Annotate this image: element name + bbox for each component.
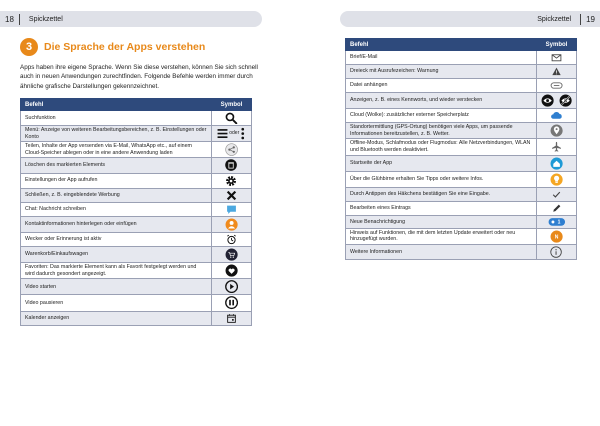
command-description: Video starten bbox=[21, 279, 212, 295]
attach-icon bbox=[550, 80, 563, 91]
command-symbol bbox=[212, 263, 252, 279]
command-description: Hinweis auf Funktionen, die mit dem letzten Update erweitert oder neu hinzugefügt wurden. bbox=[346, 228, 537, 244]
command-symbol bbox=[537, 215, 577, 228]
command-symbol bbox=[212, 142, 252, 158]
share-icon bbox=[225, 143, 238, 156]
command-symbol bbox=[212, 158, 252, 173]
command-table-left bbox=[20, 98, 252, 326]
command-symbol bbox=[537, 139, 577, 155]
command-symbol bbox=[212, 295, 252, 311]
command-description: Brief/E-Mail bbox=[346, 51, 537, 65]
command-description: Kalender anzeigen bbox=[21, 311, 212, 325]
command-description: Bearbeiten eines Eintrags bbox=[346, 201, 537, 215]
table-row bbox=[21, 279, 252, 295]
notification-icon bbox=[548, 217, 566, 227]
command-symbol bbox=[212, 188, 252, 202]
mail-icon bbox=[551, 52, 562, 63]
table-row bbox=[346, 228, 577, 244]
command-symbol bbox=[537, 79, 577, 93]
command-description: Wecker oder Erinnerung ist aktiv bbox=[21, 232, 212, 246]
command-description: Teilen, Inhalte der App versenden via E-Mail, WhatsApp etc., auf einem Cloud-Speicher ablegen oder in eine andere Anwendung laden bbox=[21, 142, 212, 158]
table-row bbox=[21, 263, 252, 279]
command-symbol bbox=[537, 93, 577, 109]
command-symbol bbox=[537, 171, 577, 187]
table-row bbox=[346, 187, 577, 201]
command-symbol bbox=[212, 311, 252, 325]
command-symbol bbox=[212, 173, 252, 188]
table-row bbox=[346, 245, 577, 260]
command-description: Video pausieren bbox=[21, 295, 212, 311]
command-description: Durch Antippen des Häkchens bestätigen Sie eine Eingabe. bbox=[346, 187, 537, 201]
command-symbol bbox=[537, 155, 577, 171]
command-symbol bbox=[537, 51, 577, 65]
command-symbol bbox=[212, 279, 252, 295]
table-row bbox=[21, 111, 252, 126]
command-description: Neue Benachrichtigung bbox=[346, 215, 537, 228]
command-description: Favoriten: Das markierte Element kann als Favorit festgelegt werden und wird dadurch gesondert angezeigt. bbox=[21, 263, 212, 279]
home-icon bbox=[550, 157, 563, 170]
command-symbol bbox=[537, 228, 577, 244]
header-title: Spickzettel bbox=[537, 15, 572, 23]
table-row bbox=[346, 201, 577, 215]
command-symbol bbox=[537, 201, 577, 215]
page-number: 18 bbox=[5, 14, 14, 24]
col-header-command: Befehl bbox=[346, 39, 537, 51]
eye-off-icon bbox=[559, 94, 572, 107]
command-description: Standortermittlung (GPS-Ortung) benötigen viele Apps, um passende Informationen bereitzustellen, z. B. Wetter. bbox=[346, 123, 537, 139]
command-description: Datei anhängen bbox=[346, 79, 537, 93]
table-row bbox=[346, 79, 577, 93]
table-row bbox=[346, 155, 577, 171]
command-symbol bbox=[537, 109, 577, 123]
command-description: Kontaktinformationen hinterlegen oder einfügen bbox=[21, 216, 212, 232]
edit-icon bbox=[551, 203, 562, 214]
table-row bbox=[21, 202, 252, 216]
table-row bbox=[21, 295, 252, 311]
search-icon bbox=[225, 112, 237, 124]
pause-icon bbox=[225, 296, 238, 309]
table-row bbox=[346, 123, 577, 139]
command-description: Löschen des markierten Elements bbox=[21, 158, 212, 173]
chapter-heading bbox=[20, 38, 205, 56]
command-symbol bbox=[212, 111, 252, 126]
or-label: oder bbox=[229, 130, 240, 137]
more-vert-icon bbox=[240, 127, 246, 140]
cloud-icon bbox=[550, 110, 563, 121]
table-header-row bbox=[346, 39, 577, 51]
col-header-symbol: Symbol bbox=[537, 39, 577, 51]
command-symbol bbox=[212, 246, 252, 262]
command-description: Über die Glühbirne erhalten Sie Tipps oder weitere Infos. bbox=[346, 171, 537, 187]
chat-icon bbox=[226, 204, 237, 215]
new-icon bbox=[550, 230, 563, 243]
table-row bbox=[346, 93, 577, 109]
info-icon bbox=[550, 246, 562, 258]
command-symbol bbox=[212, 216, 252, 232]
page-header bbox=[340, 11, 600, 27]
command-symbol bbox=[537, 65, 577, 79]
table-row bbox=[21, 158, 252, 173]
close-icon bbox=[226, 190, 237, 201]
command-symbol bbox=[537, 187, 577, 201]
table-header-row bbox=[21, 99, 252, 111]
table-row bbox=[21, 232, 252, 246]
table-row bbox=[21, 216, 252, 232]
command-symbol bbox=[537, 245, 577, 260]
command-description: Chat: Nachricht schreiben bbox=[21, 202, 212, 216]
header-title: Spickzettel bbox=[28, 15, 63, 23]
gear-icon bbox=[225, 175, 237, 187]
play-icon bbox=[225, 280, 238, 293]
bulb-icon bbox=[550, 173, 563, 186]
badge-text: N bbox=[554, 234, 559, 241]
command-description: Schließen, z. B. eingeblendete Werbung bbox=[21, 188, 212, 202]
command-symbol bbox=[212, 232, 252, 246]
command-symbol bbox=[537, 123, 577, 139]
airplane-icon bbox=[551, 141, 562, 152]
contact-icon bbox=[225, 218, 238, 231]
alarm-icon bbox=[226, 234, 237, 245]
intro-text: Apps haben ihre eigene Sprache. Wenn Sie diese verstehen, können Sie sich schnell auch in neuen Anwendungen zurechtfinden. Folgende Befehle werden immer durch ähnliche grafische Darstellungen gekennzeichnet. bbox=[20, 64, 258, 90]
command-description: Suchfunktion bbox=[21, 111, 212, 126]
command-description: Offline-Modus, Schlafmodus oder Flugmodus: Alle Netzverbindungen, WLAN und Bluetooth werden deaktiviert. bbox=[346, 139, 537, 155]
warning-icon bbox=[551, 66, 562, 77]
command-description: Anzeigen, z. B. eines Kennworts, und wieder verstecken bbox=[346, 93, 537, 109]
command-description: Dreieck mit Ausrufezeichen: Warnung bbox=[346, 65, 537, 79]
location-icon bbox=[550, 124, 563, 137]
command-description: Startseite der App bbox=[346, 155, 537, 171]
chapter-title: Die Sprache der Apps verstehen bbox=[44, 41, 206, 53]
cart-icon bbox=[225, 248, 238, 261]
table-row bbox=[21, 126, 252, 142]
table-row bbox=[21, 311, 252, 325]
chapter-number: 3 bbox=[20, 38, 38, 56]
table-row bbox=[21, 246, 252, 262]
col-header-symbol: Symbol bbox=[212, 99, 252, 111]
badge-text: 1 bbox=[557, 219, 561, 226]
table-row bbox=[21, 188, 252, 202]
menu-icon bbox=[217, 128, 228, 139]
command-description: Einstellungen der App aufrufen bbox=[21, 173, 212, 188]
page-header bbox=[0, 11, 262, 27]
eye-icon bbox=[541, 94, 554, 107]
command-description: Weitere Informationen bbox=[346, 245, 537, 260]
calendar-icon bbox=[226, 313, 237, 324]
col-header-command: Befehl bbox=[21, 99, 212, 111]
delete-icon bbox=[225, 159, 237, 171]
command-description: Warenkorb/Einkaufswagen bbox=[21, 246, 212, 262]
command-description: Menü: Anzeige von weiteren Bearbeitungsbereichen, z. B. Einstellungen oder Konto bbox=[21, 126, 212, 142]
table-row bbox=[346, 171, 577, 187]
check-icon bbox=[551, 189, 562, 200]
table-row bbox=[346, 109, 577, 123]
page-number: 19 bbox=[586, 14, 595, 24]
table-row bbox=[346, 139, 577, 155]
command-symbol bbox=[212, 126, 252, 142]
command-table-right bbox=[345, 38, 577, 260]
command-symbol bbox=[212, 202, 252, 216]
table-row bbox=[21, 173, 252, 188]
favorite-icon bbox=[225, 264, 238, 277]
table-row bbox=[21, 142, 252, 158]
table-row bbox=[346, 215, 577, 228]
command-description: Cloud (Wolke): zusätzlicher externer Speicherplatz bbox=[346, 109, 537, 123]
table-row bbox=[346, 51, 577, 65]
table-row bbox=[346, 65, 577, 79]
right-page bbox=[300, 0, 600, 426]
